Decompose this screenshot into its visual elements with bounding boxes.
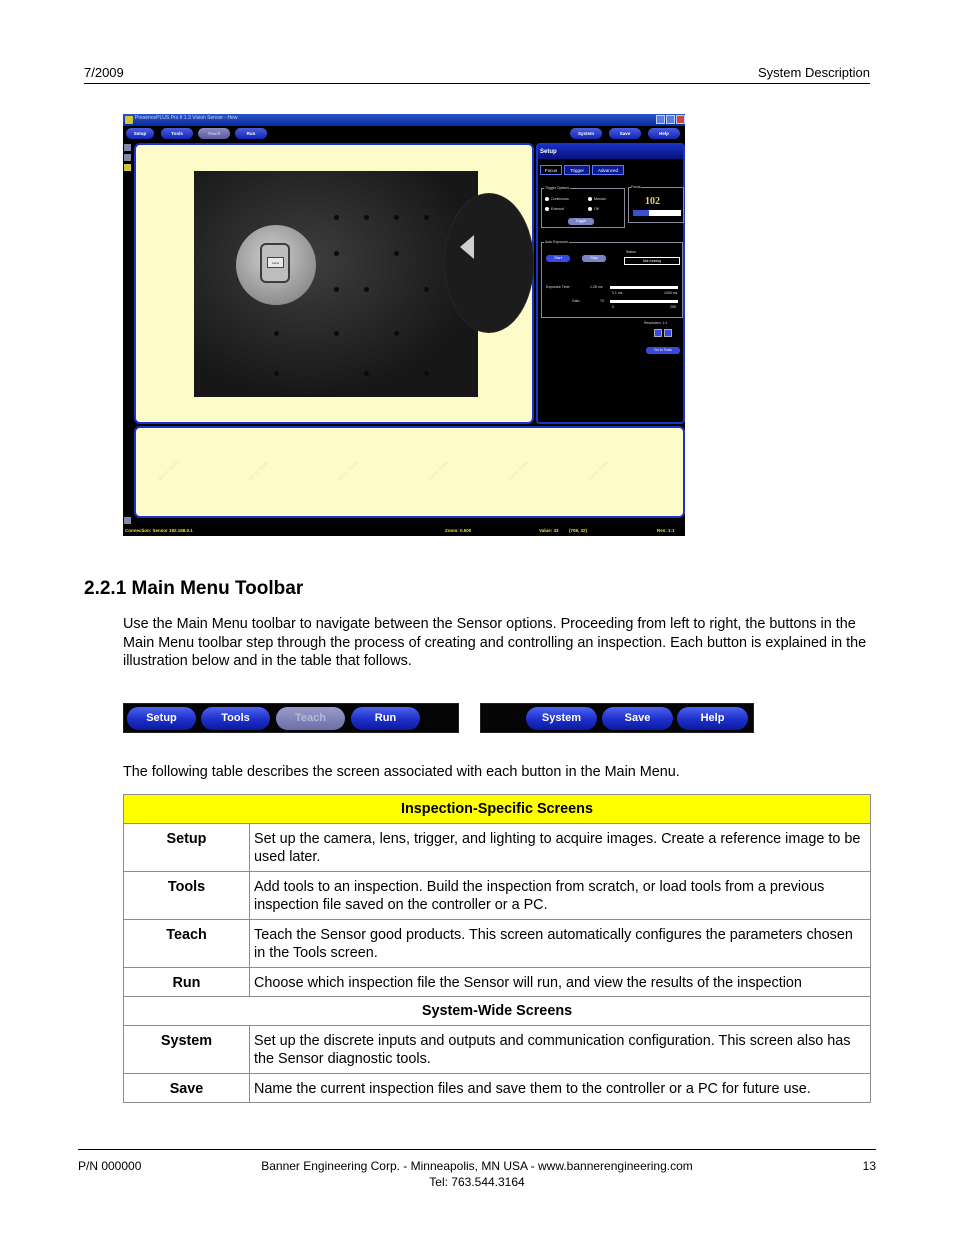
part-disk bbox=[236, 225, 316, 305]
exposure-max: 1000 ms bbox=[664, 291, 678, 295]
toolbar-illustration-right bbox=[480, 703, 754, 733]
status-label: Status bbox=[626, 250, 636, 254]
resolution-label: Resolution: 1:1 bbox=[644, 321, 668, 325]
shot-tools-button[interactable]: Tools bbox=[161, 128, 193, 139]
row-name: Teach bbox=[124, 919, 250, 967]
side-tool-strip bbox=[123, 142, 133, 522]
result-panel bbox=[134, 426, 685, 518]
status-connection: Connection: Sensor 192.168.0.1 bbox=[125, 528, 193, 533]
table-intro: The following table describes the screen associated with each button in the Main Menu. bbox=[123, 764, 680, 780]
watermark: Go to Tools bbox=[247, 459, 270, 483]
hole bbox=[274, 371, 279, 376]
hole bbox=[394, 331, 399, 336]
intro-paragraph: Use the Main Menu toolbar to navigate between the Sensor options. Proceeding from left to right, the buttons in the Main Menu toolbar step through the process of creating and controlling an inspection. Each button is explained in the illustration below and in the table that follows. bbox=[123, 616, 867, 669]
focus-box bbox=[628, 187, 684, 223]
hole bbox=[334, 287, 339, 292]
exposure-slider[interactable] bbox=[610, 286, 678, 289]
row-desc: Teach the Sensor good products. This screen automatically configures the parameters chosen in the Tools screen. bbox=[250, 919, 871, 967]
header-section: System Description bbox=[758, 65, 870, 80]
table-row bbox=[124, 967, 871, 997]
focus-bar bbox=[633, 210, 681, 216]
setup-panel bbox=[536, 143, 685, 424]
section-heading: 2.2.1 Main Menu Toolbar bbox=[84, 578, 304, 599]
section-title: System-Wide Screens bbox=[124, 997, 871, 1026]
focus-value: 102 bbox=[645, 196, 660, 207]
window-titlebar bbox=[123, 114, 685, 126]
hole bbox=[274, 331, 279, 336]
exposure-min: 0.1 ms bbox=[612, 291, 623, 295]
footer-company: Banner Engineering Corp. - Minneapolis, MN USA - www.bannerengineering.com bbox=[261, 1159, 693, 1173]
hole bbox=[424, 215, 429, 220]
pointer-triangle bbox=[460, 235, 474, 259]
illus-run-button: Run bbox=[351, 707, 420, 730]
row-desc: Set up the discrete inputs and outputs and communication configuration. This screen also has the Sensor diagnostic tools. bbox=[250, 1025, 871, 1073]
trigger-options-label: Trigger Options bbox=[545, 186, 569, 190]
screenshot-toolbar bbox=[123, 126, 685, 142]
table-row bbox=[124, 1073, 871, 1103]
row-desc: Choose which inspection file the Sensor will run, and view the results of the inspection bbox=[250, 967, 871, 997]
table-row bbox=[124, 919, 871, 967]
gain-value: 70 bbox=[600, 299, 604, 303]
radio-icon[interactable] bbox=[545, 207, 549, 211]
status-bar bbox=[123, 526, 685, 536]
shot-help-button[interactable]: Help bbox=[648, 128, 680, 139]
table-row bbox=[124, 823, 871, 871]
row-desc: Add tools to an inspection. Build the inspection from scratch, or load tools from a previous inspection file saved on the controller or a PC. bbox=[250, 871, 871, 919]
tab-advanced[interactable]: Advanced bbox=[592, 165, 624, 175]
footer-company-block bbox=[78, 1159, 876, 1190]
page-header bbox=[84, 64, 870, 84]
shot-run-button[interactable]: Run bbox=[235, 128, 267, 139]
status-field: Not running bbox=[624, 257, 680, 265]
table-section-header bbox=[124, 795, 871, 824]
watermark: Go to Tools bbox=[427, 459, 450, 483]
footer-part-number: P/N 000000 bbox=[78, 1159, 142, 1173]
jar-label: Label bbox=[267, 257, 284, 268]
row-name: System bbox=[124, 1025, 250, 1073]
software-screenshot bbox=[123, 114, 685, 536]
close-icon[interactable] bbox=[676, 115, 685, 124]
tab-focus[interactable]: Focus bbox=[540, 165, 562, 175]
footer-phone: Tel: 763.544.3164 bbox=[429, 1174, 525, 1189]
auto-exposure-group bbox=[541, 242, 683, 318]
stop-button[interactable]: Stop bbox=[582, 255, 606, 262]
minimize-icon[interactable] bbox=[656, 115, 665, 124]
gain-max: 255 bbox=[670, 305, 676, 309]
row-desc: Set up the camera, lens, trigger, and lighting to acquire images. Create a reference image to be used later. bbox=[250, 823, 871, 871]
illus-help-button: Help bbox=[677, 707, 748, 730]
app-icon bbox=[125, 116, 133, 124]
row-name: Run bbox=[124, 967, 250, 997]
row-desc: Name the current inspection files and save them to the controller or a PC for future use. bbox=[250, 1073, 871, 1103]
up-arrow-icon[interactable] bbox=[654, 329, 662, 337]
part-edge bbox=[444, 193, 534, 333]
status-value: Value: 43 bbox=[539, 528, 559, 533]
radio-icon[interactable] bbox=[545, 197, 549, 201]
tool-icon[interactable] bbox=[124, 144, 131, 151]
footer-page-number: 13 bbox=[862, 1159, 876, 1173]
tool-icon[interactable] bbox=[124, 164, 131, 171]
hole bbox=[364, 287, 369, 292]
table-section-header bbox=[124, 997, 871, 1026]
hole bbox=[334, 215, 339, 220]
gain-slider[interactable] bbox=[610, 300, 678, 303]
row-name: Save bbox=[124, 1073, 250, 1103]
hole bbox=[424, 287, 429, 292]
focus-bar-fill bbox=[633, 210, 649, 216]
gain-label: Gain: bbox=[572, 299, 581, 303]
radio-icon[interactable] bbox=[588, 197, 592, 201]
trigger-button[interactable]: Trigger bbox=[568, 218, 594, 225]
go-to-tools-button[interactable]: Go to Tools bbox=[646, 347, 680, 354]
shot-teach-button[interactable]: Teach bbox=[198, 128, 230, 139]
section-title: Inspection-Specific Screens bbox=[124, 795, 871, 824]
bottom-tool-icon[interactable] bbox=[124, 517, 131, 524]
trigger-external: External bbox=[551, 207, 564, 211]
illus-teach-button: Teach bbox=[276, 707, 345, 730]
hole bbox=[394, 215, 399, 220]
gain-min: 0 bbox=[612, 305, 614, 309]
status-res: Res: 1:1 bbox=[657, 528, 675, 533]
hole bbox=[364, 215, 369, 220]
toolbar-illustration-left bbox=[123, 703, 459, 733]
window-title: PresencePLUS Pro II 1.3 Vision Sensor - Hew bbox=[135, 115, 238, 121]
header-date: 7/2009 bbox=[84, 65, 124, 80]
row-name: Tools bbox=[124, 871, 250, 919]
hole bbox=[364, 371, 369, 376]
trigger-manual: Manual bbox=[594, 197, 606, 201]
illus-save-button: Save bbox=[602, 707, 673, 730]
hole bbox=[394, 251, 399, 256]
hole bbox=[334, 331, 339, 336]
page-footer bbox=[78, 1149, 876, 1189]
watermark: Go to Tools bbox=[507, 459, 530, 483]
illus-system-button: System bbox=[526, 707, 597, 730]
shot-setup-button[interactable]: Setup bbox=[126, 128, 154, 139]
watermark: Go to Tools bbox=[157, 459, 180, 483]
maximize-icon[interactable] bbox=[666, 115, 675, 124]
exposure-label: Exposure Time: bbox=[546, 285, 571, 289]
table-row bbox=[124, 1025, 871, 1073]
trigger-options-group bbox=[541, 188, 625, 228]
start-button[interactable]: Start bbox=[546, 255, 570, 262]
illus-tools-button: Tools bbox=[201, 707, 270, 730]
image-panel bbox=[134, 143, 534, 424]
jar-shape bbox=[260, 243, 290, 283]
tool-icon[interactable] bbox=[124, 154, 131, 161]
trigger-continuous: Continuous bbox=[551, 197, 569, 201]
watermark: Go to Tools bbox=[587, 459, 610, 483]
menu-screens-table bbox=[123, 794, 871, 1103]
exposure-value: 1.28 ms bbox=[590, 285, 603, 289]
row-name: Setup bbox=[124, 823, 250, 871]
watermark: Go to Tools bbox=[337, 459, 360, 483]
status-coords: (708, 32) bbox=[569, 528, 588, 533]
focus-label: Focus bbox=[631, 185, 641, 189]
setup-panel-title: Setup bbox=[538, 145, 683, 159]
auto-exposure-label: Auto Exposure bbox=[545, 240, 568, 244]
shot-save-button[interactable]: Save bbox=[609, 128, 641, 139]
hole bbox=[424, 371, 429, 376]
hole bbox=[334, 251, 339, 256]
down-arrow-icon[interactable] bbox=[664, 329, 672, 337]
trigger-off: Off bbox=[594, 207, 599, 211]
shot-system-button[interactable]: System bbox=[570, 128, 602, 139]
status-zoom: Zoom: 0.500 bbox=[445, 528, 472, 533]
camera-image bbox=[194, 171, 478, 397]
tab-trigger[interactable]: Trigger bbox=[564, 165, 590, 175]
table-row bbox=[124, 871, 871, 919]
radio-icon[interactable] bbox=[588, 207, 592, 211]
illus-setup-button: Setup bbox=[127, 707, 196, 730]
